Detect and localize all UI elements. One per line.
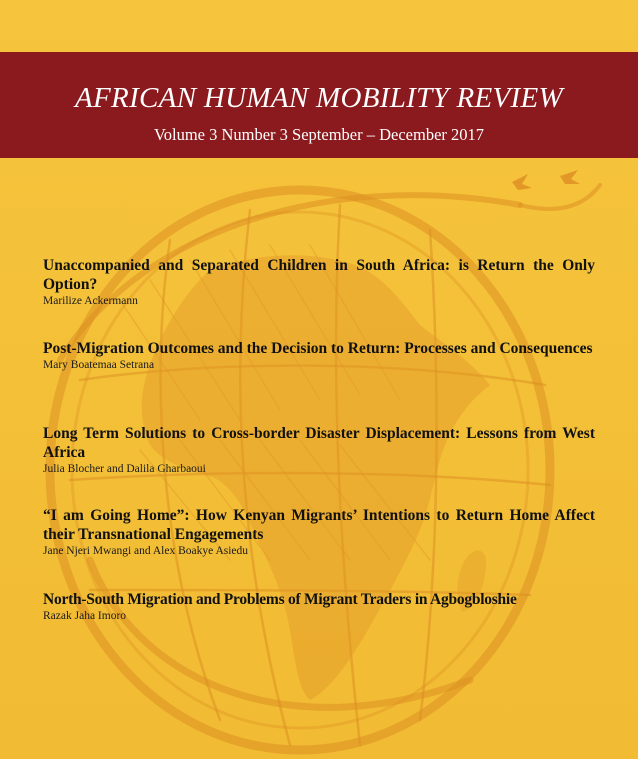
article-item: [43, 506, 595, 559]
article-item: [43, 256, 595, 309]
article-item: [43, 590, 595, 624]
article-item: [43, 339, 595, 373]
journal-title: AFRICAN HUMAN MOBILITY REVIEW: [75, 82, 563, 114]
article-authors: Julia Blocher and Dalila Gharbaoui: [43, 463, 206, 475]
article-title: “I am Going Home”: How Kenyan Migrants’ Intentions to Return Home Affect their Transnational Engagements: [43, 507, 595, 543]
article-authors: Razak Jaha Imoro: [43, 610, 127, 622]
article-title: North-South Migration and Problems of Migrant Traders in Agbogbloshie: [43, 591, 517, 608]
article-title: Unaccompanied and Separated Children in South Africa: is Return the Only Option?: [43, 257, 595, 293]
article-authors: Marilize Ackermann: [43, 295, 138, 307]
article-title: Post-Migration Outcomes and the Decision to Return: Processes and Consequences: [43, 340, 593, 357]
article-item: [43, 424, 595, 477]
article-authors: Jane Njeri Mwangi and Alex Boakye Asiedu: [43, 545, 249, 557]
issue-info: Volume 3 Number 3 September – December 2017: [153, 125, 485, 144]
article-title: Long Term Solutions to Cross-border Disaster Displacement: Lessons from West Africa: [43, 425, 595, 461]
article-authors: Mary Boatemaa Setrana: [43, 359, 155, 371]
